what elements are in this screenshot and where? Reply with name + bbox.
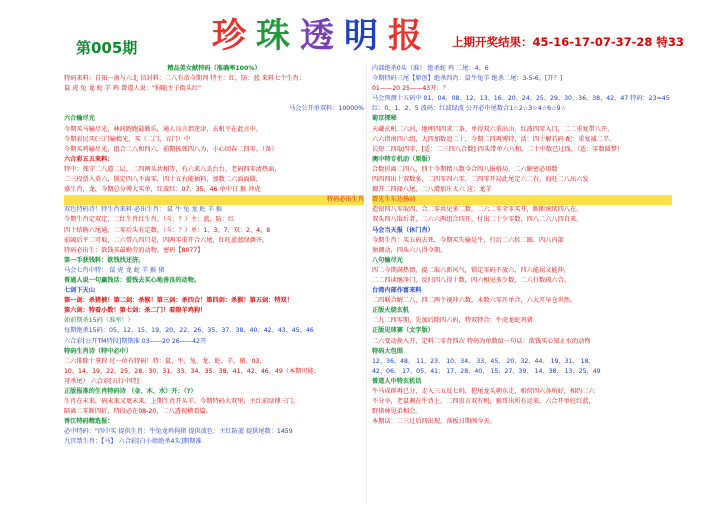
left-column-line: 10、14、19、22、25、28、30、31、33、34、35、38、41、42、46、49（本期可能、	[64, 367, 320, 375]
right-column-line: 今期生肖：买五码去死，今期买失输是牛，行后二六转二圈，四八内部	[372, 236, 564, 244]
right-column-line: 马会预测十五码中 01、04、08、12、13、16、20、24、25、29、30、36、38、42、47 特码：23=45	[372, 95, 670, 103]
left-column-line: 特码来料：自知一南与六北 信封料：二八有帝今期判 特主：红、防：蓝 来料七个生肖：	[64, 75, 306, 83]
right-column-line: 42、06、 17、05、41、 17、28、40、 15、27、39、 14、38、 13、25、49	[372, 367, 601, 375]
left-column-line: 第一剑：杀猪被！第二剑：杀猴！第三剑：杀四合！第四剑：杀猴！第五剑：特双！	[64, 297, 293, 305]
left-column-line: 第一手获钱料：欲钱找还济。	[64, 256, 145, 264]
left-column-line: 如前期杀15码（准率！）	[64, 317, 134, 325]
left-column-line: 六合彩五五来料：	[64, 155, 114, 163]
left-column-line: 今期生肖定双定、二红生肖红生肖。（斗：？）主：蓝，防：红	[64, 216, 235, 224]
left-column-line: 可杀尾） 六合彩[五行中特]	[64, 377, 139, 385]
header	[0, 0, 720, 62]
masthead-char: 明	[344, 16, 378, 56]
right-column-line: 天藏玄机二六河，地埋四四求二条，单得双六重出山，红波四零入门，二二重复带八开，	[372, 125, 614, 133]
right-column-line: 四二今期满热情，提二取六新风气，锁定零码不放六，四六能屈又能伸，	[372, 266, 570, 274]
right-column-line: 二六变动换入开，定料二零背四次 特码为单数给一句话：欲钱买心知止水的动物	[372, 337, 591, 345]
left-column-line: 特码必出生肖	[64, 195, 364, 205]
left-column-line: 盛生肖，龙，今期总分博大买单，红波红：07、35、46 单中日 猴 冲虎	[64, 186, 261, 194]
right-column	[372, 64, 672, 504]
left-column	[64, 64, 364, 504]
right-column-line: 八句输尽光	[372, 256, 403, 264]
left-column-line: 正版报准的生肖特码诗 （金、木、水）开：（?）	[64, 388, 197, 395]
left-column-line: 生肖在未来，码未来又更未来。上期生肖开头羊，今期特码大双里，主红前绿博三门。	[64, 398, 300, 406]
left-column-line: 必中特码："四中买 提供生肖：牛兔龙鸡狗猪 提供波色：主红防蓝 提供尾数：1459	[64, 428, 293, 436]
left-column-line: 马会公开单双料：10000%	[288, 105, 364, 113]
right-column-line: 台湾内部作富来料	[372, 287, 422, 295]
right-column-line: 01——20 25——43开：？	[372, 85, 449, 93]
left-column-line: 每期绝杀15码：05、12、15、19、20、22、26、35、37、38、40、42、43、45、46	[64, 327, 314, 335]
left-column-line: 四十结俩六尾通，二零后头有定数。（斗：？）单：1、3、7、双：2、4、8	[64, 226, 271, 234]
right-column-line: 红：0、1、2、5 波码：红波绿波 公开必中尾数合1☆2☆3☆4☆6☆9☆	[372, 105, 567, 113]
right-column-line: 二二四读继净门，反归四八得十数，四六相见多少数，二六行数疏六合。	[372, 276, 570, 284]
left-column-line: 特码生肖诗（特中必中）	[64, 347, 133, 355]
right-column-line: 揭开二四择八尾，二八增加庄大六 这：龙羊	[372, 186, 492, 194]
left-column-line: 精品美女献特码（准确率100%）	[167, 65, 261, 72]
right-column-line: 不分享，老鼠剩在牛背上，二四贵言双有机，猴哥出所有运来，六合开单旺红蓝，	[372, 398, 595, 406]
left-column-line: 二六排除十拿捏 过一位有特码！特：鼠、牛、兔、龙、蛇、羊、猪、03、	[64, 357, 266, 365]
masthead-title	[212, 16, 432, 56]
left-column-line: 普通人说一句赢钱话：爱钱去买心地善良的动物。	[64, 276, 201, 284]
left-column-line: 香江特码精选报：	[64, 418, 114, 426]
right-column-line: 六六指南四六组，大四加数追二十，今期二四再博特，活：四十解若码 配：重复减二半。	[372, 135, 616, 143]
right-column-line: 今期特码三尾【原创】绝杀四肖：鼠牛兔羊 绝杀二尾：3-5-6。[开？]	[372, 75, 563, 83]
right-column-line: 澳中特专机动（原版）	[372, 155, 434, 163]
left-column-line: 特码必出生：欲钱买最勤劳的动物。密码【8077】	[64, 246, 204, 254]
right-column-line: 本期话：二三过后四出现，落板日期阁今天。	[372, 418, 496, 426]
masthead-char: 珍	[212, 16, 246, 56]
right-column-line: 曾先生东边扬动	[372, 195, 672, 205]
right-column-line: 长短二四取四零，[适：二三四八合数] 四头带单六八和，二十中数已过线。（适：零数圆梦）	[372, 145, 624, 153]
right-column-line: 正版火烧玄机	[372, 307, 410, 315]
issue-number: 第005期	[76, 39, 138, 57]
masthead-char: 透	[300, 16, 334, 56]
masthead-char: 报	[388, 16, 422, 56]
left-column-line: 马会七肖中特： 鼠 虎 龙 蛇 羊 猴 猪	[64, 266, 165, 274]
left-column-line: 今期彩民买(三门输精光，买（二门，五门）中	[64, 135, 191, 143]
left-column-line: 今期买马输尽光，林间跑跑最勤乐，通人良言指迷津，玄机平在此言中。	[64, 125, 262, 133]
left-column-line: 六合输尽光	[64, 115, 95, 123]
right-column-line: 菊京探秘	[372, 115, 397, 123]
left-column-line: 隔离二零断四折，特段必在08-20，二八透视横看篇。	[64, 408, 212, 416]
left-column-line: 特中：死守二八道二层，二四两头共相等，有六来八丢台台，老码四零清热面，	[64, 165, 281, 173]
right-column-line: 牛马成群再已分，走入三五反七吗，犯尾龙头朝东走，相傍四六各所好，相约二六	[372, 388, 595, 395]
left-column-line	[64, 94, 364, 104]
right-column-line: 须调动，四头六八得今期。	[372, 246, 447, 254]
right-column-line: 12、36、48、 11、23、 10、34、 33、45、 20、32、44、 19、31、 18、	[372, 357, 595, 365]
right-column-line: 合数折离二四八，四十今期精八数今合四八报格局，二六解密必用数	[372, 165, 558, 173]
left-column-line: 双色特码诗！特生肖来料 必出生肖： 鼠 牛 兔 龙 蛇 羊 猴	[64, 206, 223, 214]
right-column-line: 二四联合解二八，四二两个视冲六数，未数六零开单合，六大开早仓世然。	[372, 297, 577, 305]
left-column-line: 第六剑：特看小数！第七剑：杀二门！看限羊鸡狗！	[64, 307, 207, 315]
right-column-line: 野猪林见弟相会。	[372, 408, 422, 416]
right-column-line: 特码大包围	[372, 347, 403, 355]
previous-draw-result: 上期开奖结果：45-16-17-07-37-28 特33	[452, 35, 684, 49]
right-column-line: 造银四八零取四，合二零共见多二数，二六二零全零买开，断断统续四八在。	[372, 206, 583, 214]
left-column-line: 七剑下天山	[64, 287, 95, 295]
left-column-line: 今期买鸡输尽光，组合二八和四六，前期拣死四八为，小心回春二四零。（备）	[64, 145, 278, 153]
right-column-line: 正版见球赛（文字版）	[372, 327, 434, 335]
right-column-line: 四四四出十双数多，二四零四六零，二四零开局此尾定六二有，海旺二八出六发	[372, 176, 589, 184]
right-column-line: 马会当天报（休门肖）	[372, 226, 434, 234]
left-column-line: 六合彩[公开TM特段]期期准 03——20 26——42开	[64, 337, 207, 345]
right-column-line: 曾道人中特玄机话	[372, 377, 422, 385]
column-divider	[366, 64, 367, 504]
right-column-line: 内部绝杀0头（准） 绝杀蛇 鸡 二尾：4、6	[372, 65, 489, 72]
right-column-line: 二九二四零期，先加后除四六码，特双特合：牛虎龙蛇鸡猪	[372, 317, 533, 325]
right-column-line: 双头四八取后者，二六六两组合四开，付出二十少零数，四八二六八四自来。	[372, 216, 583, 224]
left-column-line: 前阔后平二可取，二六带八四只是，四两零重开合六尾，红旺蓝蓝绿颜齐。	[64, 236, 269, 244]
masthead-char: 珠	[256, 16, 290, 56]
left-column-line: 九宫禁生肖：【马】 六合彩[白小姐绝杀4头]期期准	[64, 438, 202, 446]
left-column-line: 鼠 虎 兔 龙 蛇 羊 鸡 曾道人说："狗随主子街头红"	[64, 85, 202, 93]
left-column-line: 二三投票入莫六，锁定四八不离零，四十五右能抽料，加数二六面面圆，	[64, 176, 262, 184]
